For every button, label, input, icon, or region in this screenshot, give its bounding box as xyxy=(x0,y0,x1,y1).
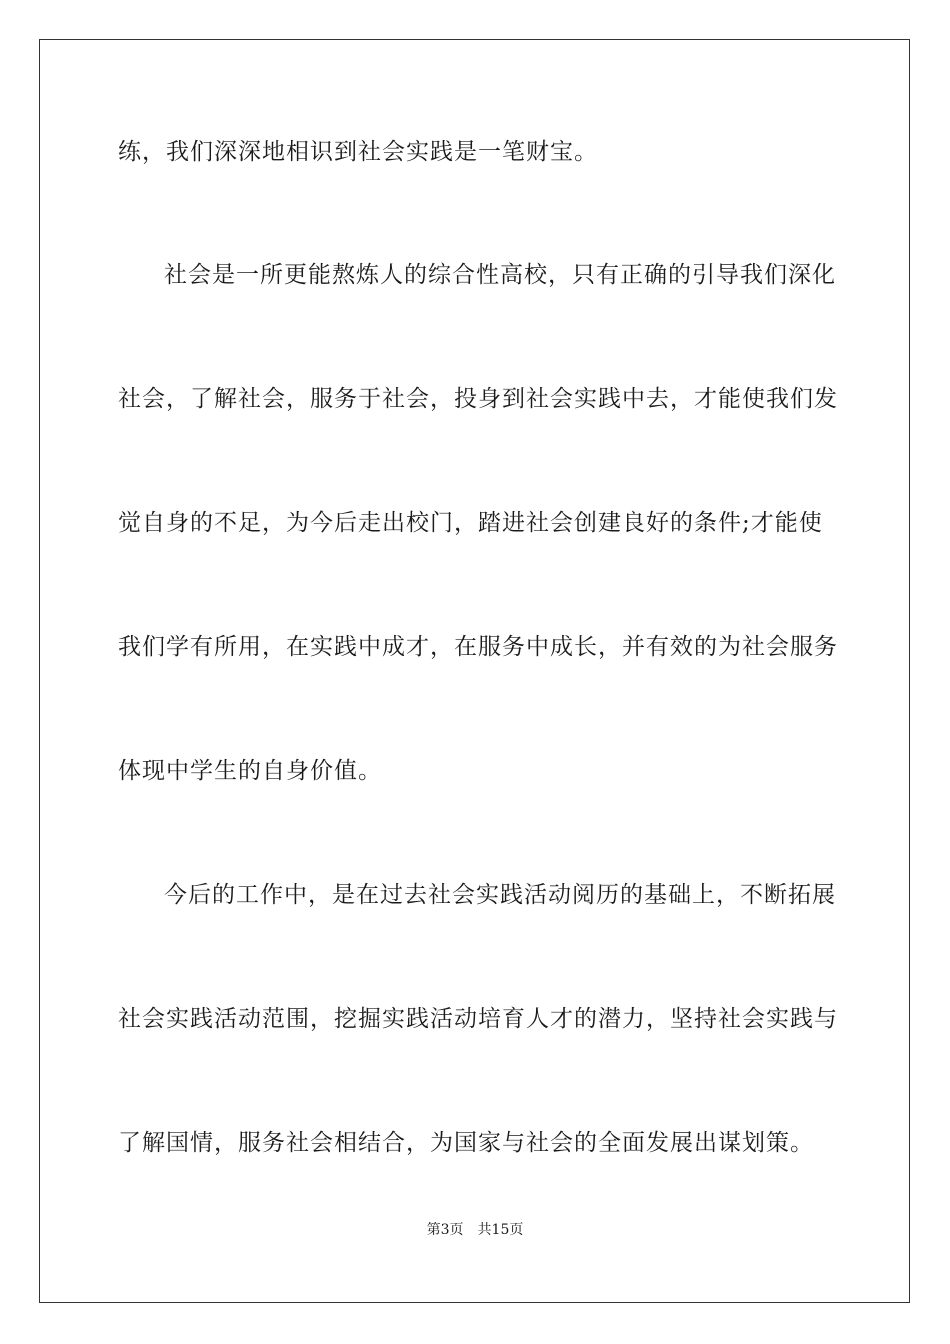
text-line: 社会实践活动范围，挖掘实践活动培育人才的潜力，坚持社会实践与 xyxy=(118,1006,838,1032)
page-frame xyxy=(39,39,910,1303)
text-line: 体现中学生的自身价值。 xyxy=(118,758,382,784)
text-line: 觉自身的不足，为今后走出校门，踏进社会创建良好的条件;才能使 xyxy=(118,510,823,536)
page-number: 第3页 xyxy=(426,1222,464,1238)
text-line: 了解国情，服务社会相结合，为国家与社会的全面发展出谋划策。 xyxy=(118,1130,814,1156)
page-footer xyxy=(0,1221,950,1239)
paragraph-start-line: 社会是一所更能熬炼人的综合性高校，只有正确的引导我们深化 xyxy=(164,262,836,288)
paragraph-start-line: 今后的工作中，是在过去社会实践活动阅历的基础上，不断拓展 xyxy=(164,882,836,908)
text-line: 社会，了解社会，服务于社会，投身到社会实践中去，才能使我们发 xyxy=(118,386,838,412)
page-total: 共15页 xyxy=(477,1222,524,1238)
text-line: 练，我们深深地相识到社会实践是一笔财宝。 xyxy=(118,139,598,165)
text-line: 我们学有所用，在实践中成才，在服务中成长，并有效的为社会服务 xyxy=(118,634,838,660)
